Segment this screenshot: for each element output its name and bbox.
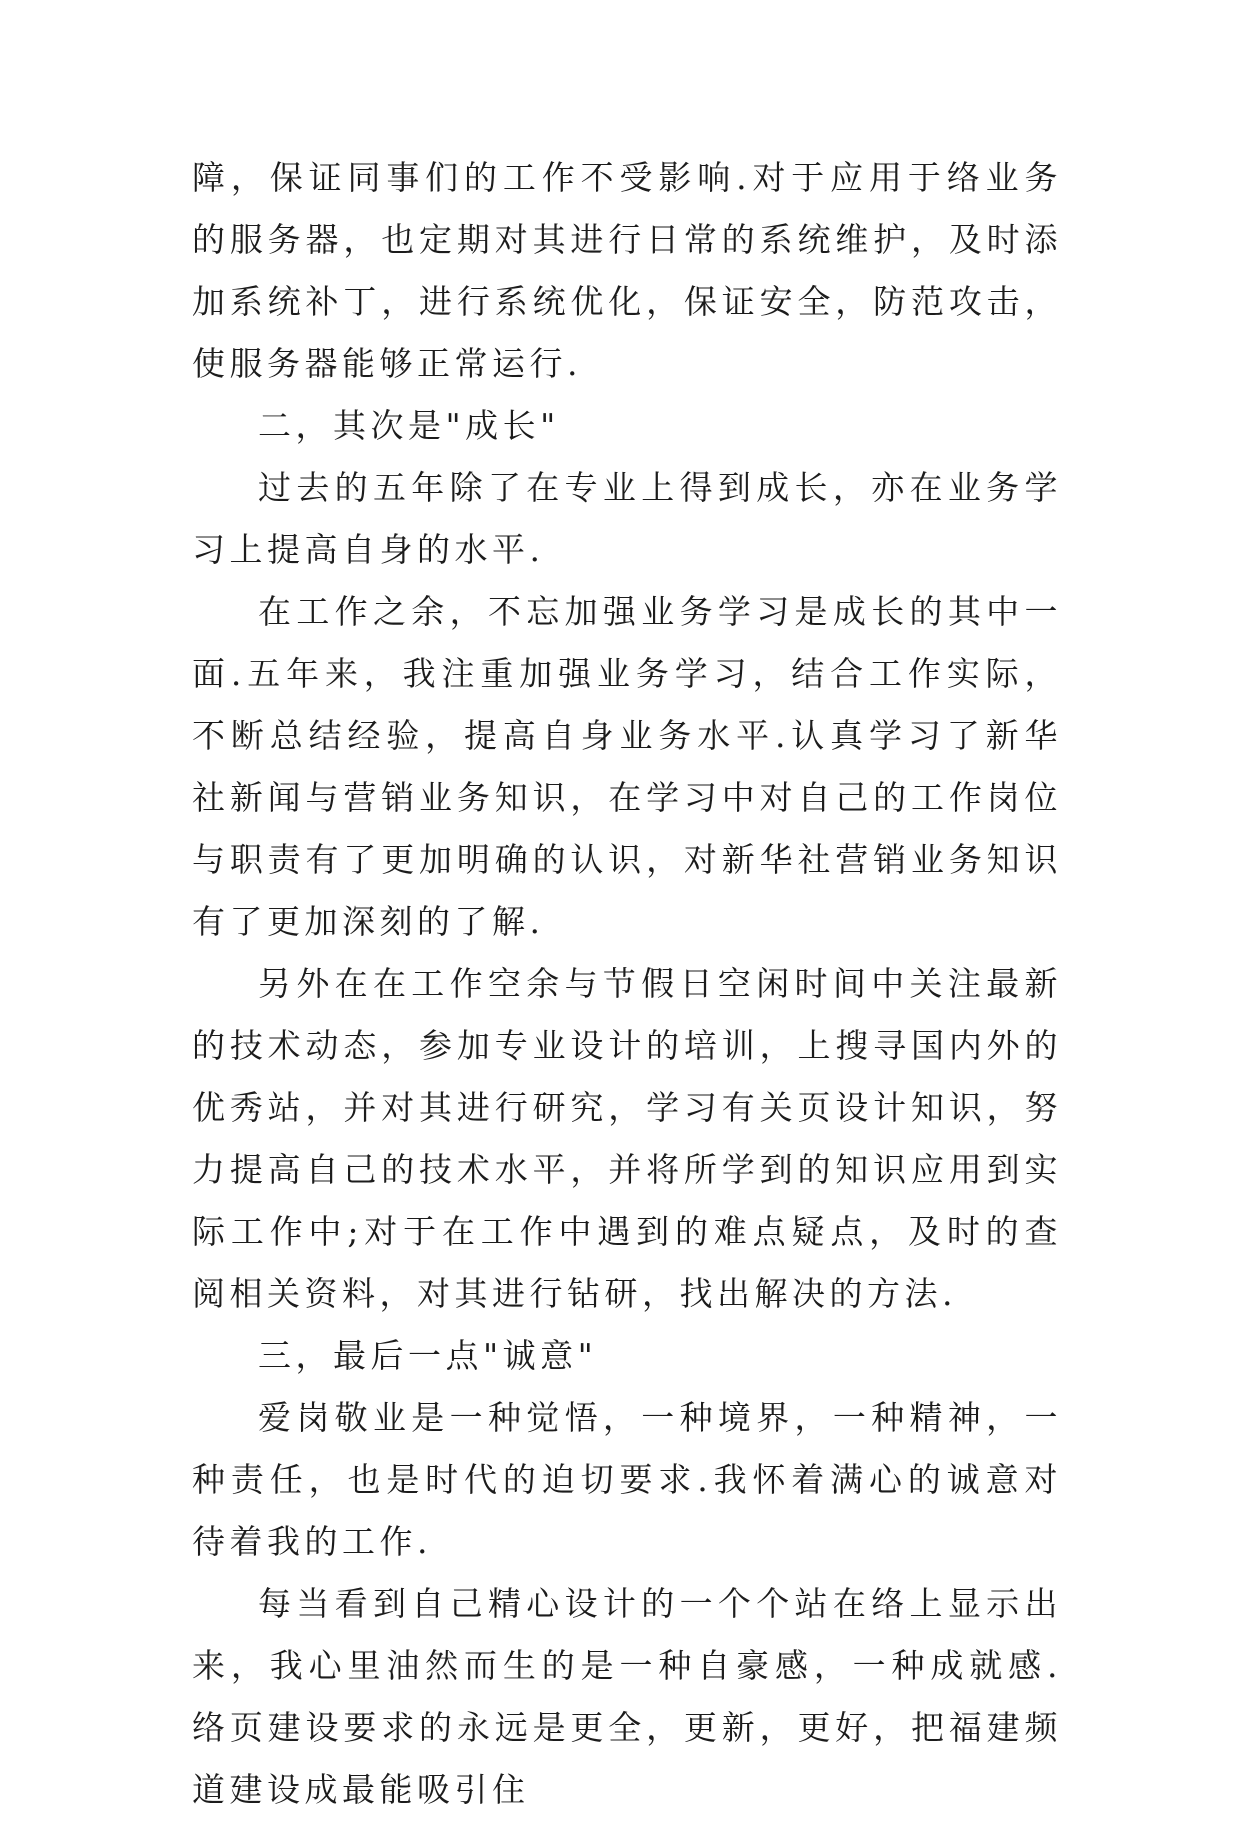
paragraph-business-study: 在工作之余，不忘加强业务学习是成长的其中一面.五年来，我注重加强业务学习，结合工作实际，不断总结经验，提高自身业务水平.认真学习了新华社新闻与营销业务知识，在学习中对自己的工作岗位与职责有了更加明确的认识，对新华社营销业务知识有了更加深刻的了解. xyxy=(192,592,1062,941)
section-heading-growth: 二，其次是"成长" xyxy=(258,406,560,445)
paragraph-technical-learning: 另外在在工作空余与节假日空闲时间中关注最新的技术动态，参加专业设计的培训，上搜寻国内外的优秀站，并对其进行研究，学习有关页设计知识，努力提高自己的技术水平，并将所学到的知识应用到实际工作中;对于在工作中遇到的难点疑点，及时的查阅相关资料，对其进行钻研，找出解决的方法. xyxy=(192,964,1062,1313)
paragraph-pride: 每当看到自己精心设计的一个个站在络上显示出来，我心里油然而生的是一种自豪感，一种成就感.络页建设要求的永远是更全，更新，更好，把福建频道建设成最能吸引住 xyxy=(192,1584,1062,1809)
paragraph-dedication: 爱岗敬业是一种觉悟，一种境界，一种精神，一种责任，也是时代的迫切要求.我怀着满心的诚意对待着我的工作. xyxy=(192,1398,1062,1561)
paragraph-growth-intro: 过去的五年除了在专业上得到成长，亦在业务学习上提高自身的水平. xyxy=(192,468,1062,569)
paragraph-continuation: 障，保证同事们的工作不受影响.对于应用于络业务的服务器，也定期对其进行日常的系统维护，及时添加系统补丁，进行系统优化，保证安全，防范攻击，使服务器能够正常运行. xyxy=(192,158,1062,383)
document-body xyxy=(192,147,1062,1821)
section-heading-sincerity: 三，最后一点"诚意" xyxy=(258,1336,598,1375)
